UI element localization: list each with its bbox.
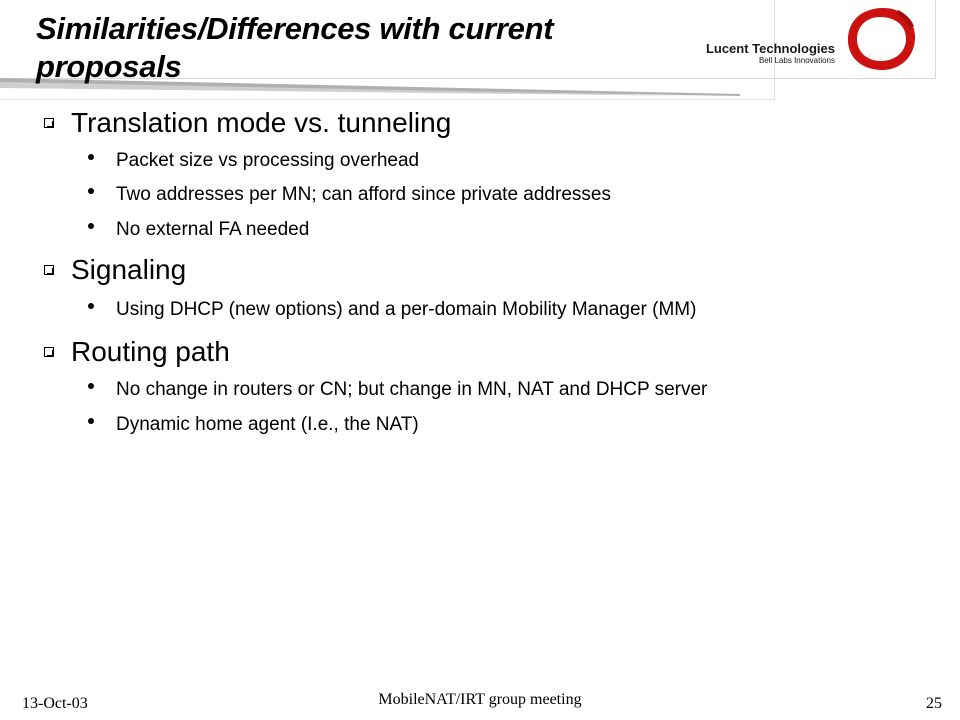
slide-title: Similarities/Differences with current proposals xyxy=(36,11,554,84)
page-number: 25 xyxy=(926,695,942,712)
dot-bullet-icon xyxy=(88,223,94,229)
bullet-item xyxy=(88,297,696,323)
section-heading: Routing path xyxy=(71,336,230,367)
bullet-text: Using DHCP (new options) and a per-domain Mobility Manager (MM) xyxy=(116,299,697,320)
bullet-text: No change in routers or CN; but change in MN, NAT and DHCP server xyxy=(116,379,708,400)
logo-company-name: Lucent Technologies xyxy=(705,41,835,56)
bullet-item xyxy=(88,182,611,208)
section-translation-mode xyxy=(44,105,451,141)
bullet-text: No external FA needed xyxy=(116,219,310,240)
dot-bullet-icon xyxy=(88,188,94,194)
bullet-item xyxy=(88,412,419,438)
bullet-text: Dynamic home agent (I.e., the NAT) xyxy=(116,414,419,435)
bullet-text: Packet size vs processing overhead xyxy=(116,150,420,171)
dot-bullet-icon xyxy=(88,303,94,309)
footer-date: 13-Oct-03 xyxy=(22,695,88,712)
footer-meeting-title: MobileNAT/IRT group meeting xyxy=(378,691,582,708)
bullet-item xyxy=(88,148,419,174)
dot-bullet-icon xyxy=(88,154,94,160)
bullet-item xyxy=(88,377,707,403)
dot-bullet-icon xyxy=(88,383,94,389)
logo-tagline: Bell Labs Innovations xyxy=(758,56,835,65)
checkbox-square-bullet-icon xyxy=(44,118,54,128)
section-heading: Translation mode vs. tunneling xyxy=(71,107,452,138)
checkbox-square-bullet-icon xyxy=(44,347,54,357)
checkbox-square-bullet-icon xyxy=(44,265,54,275)
section-heading: Signaling xyxy=(71,254,187,285)
dot-bullet-icon xyxy=(88,418,94,424)
section-signaling xyxy=(44,252,186,288)
bullet-text: Two addresses per MN; can afford since private addresses xyxy=(116,184,611,205)
section-routing-path xyxy=(44,334,230,370)
bullet-item xyxy=(88,217,309,243)
